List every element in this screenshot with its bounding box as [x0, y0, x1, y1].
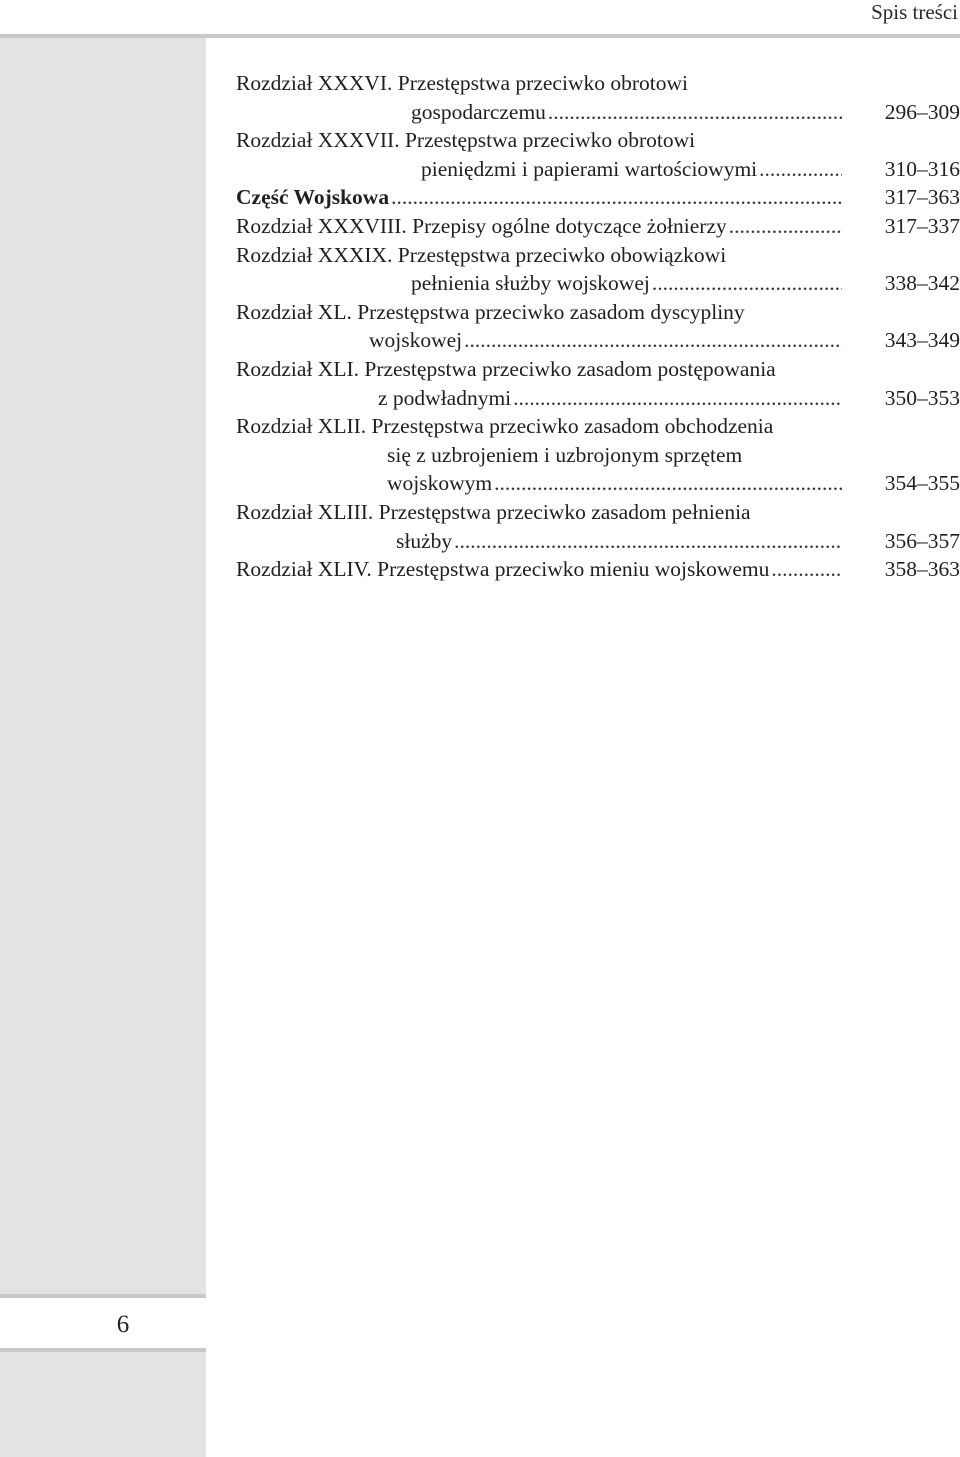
toc-entry-text: wojskowej — [236, 326, 464, 355]
toc-entry-leader-line — [236, 527, 960, 556]
toc-entry-text: Rozdział XXXVI. Przestępstwa przeciwko obrotowi — [236, 71, 688, 95]
dot-leader — [759, 155, 842, 184]
toc-entry-pages: 317–363 — [884, 185, 960, 210]
toc-entry-pages: 296–309 — [884, 99, 960, 124]
toc-entry-pages: 343–349 — [884, 328, 960, 353]
toc-entry-leader-line — [236, 155, 960, 184]
toc-entry-text: Rozdział XLIV. Przestępstwa przeciwko mieniu wojskowemu — [236, 555, 771, 584]
toc-entry-title — [236, 298, 960, 327]
toc-entry-text: Rozdział XL. Przestępstwa przeciwko zasadom dyscypliny — [236, 299, 745, 324]
toc-entry-title — [236, 69, 960, 98]
toc-entry-text: Rozdział XXXVIII. Przepisy ogólne dotyczące żołnierzy — [236, 212, 729, 241]
dot-leader — [454, 527, 842, 556]
toc-entry-text: Rozdział XLII. Przestępstwa przeciwko zasadom obchodzenia — [236, 414, 774, 439]
toc-entry-text: się z uzbrojeniem i uzbrojonym sprzętem — [387, 442, 743, 467]
dot-leader — [494, 469, 842, 498]
toc-entry-text: Rozdział XXXIX. Przestępstwa przeciwko obowiązkowi — [236, 242, 727, 267]
toc-entry-title — [236, 498, 960, 527]
toc-entry-text: Rozdział XXXVII. Przestępstwa przeciwko obrotowi — [236, 128, 696, 153]
dot-leader — [548, 98, 842, 127]
toc-entry-leader-line — [236, 98, 960, 127]
toc-entry-leader-line — [236, 469, 960, 498]
dot-leader — [464, 326, 842, 355]
toc-entry-title — [236, 241, 960, 270]
toc-entry-leader-line — [236, 212, 960, 241]
page-number: 6 — [116, 1311, 130, 1338]
toc-entry-text: Rozdział XLI. Przestępstwa przeciwko zasadom postępowania — [236, 356, 776, 381]
toc-entry-text: wojskowym — [236, 469, 494, 498]
toc-entry-pages: 354–355 — [884, 471, 960, 496]
toc-entry-title — [236, 126, 960, 155]
toc-entry-pages: 358–363 — [884, 557, 960, 582]
toc-entry-title — [236, 412, 960, 441]
toc-entry-text: pełnienia służby wojskowej — [236, 269, 652, 298]
dot-leader — [771, 555, 842, 584]
toc-entry-pages: 338–342 — [884, 271, 960, 296]
toc-part-leader-line — [236, 183, 960, 212]
dot-leader — [729, 212, 842, 241]
table-of-contents — [236, 69, 960, 584]
running-header: Spis treści — [871, 0, 958, 24]
toc-entry-leader-line — [236, 269, 960, 298]
dot-leader — [513, 384, 842, 413]
toc-entry-leader-line — [236, 555, 960, 584]
dot-leader — [391, 183, 842, 212]
left-margin-band — [0, 38, 206, 1457]
toc-entry-text: Rozdział XLIII. Przestępstwa przeciwko zasadom pełnienia — [236, 499, 751, 524]
toc-entry-pages: 356–357 — [884, 528, 960, 553]
toc-entry-pages: 317–337 — [884, 213, 960, 238]
toc-entry-text: służby — [236, 527, 454, 556]
toc-entry-text: gospodarczemu — [236, 98, 548, 127]
toc-entry-pages: 350–353 — [884, 385, 960, 410]
toc-entry-title — [236, 355, 960, 384]
toc-entry-pages: 310–316 — [884, 156, 960, 181]
dot-leader — [652, 269, 842, 298]
toc-entry-leader-line — [236, 326, 960, 355]
toc-entry-continuation — [236, 441, 960, 470]
toc-entry-text: z podwładnymi — [236, 384, 513, 413]
toc-entry-leader-line — [236, 384, 960, 413]
toc-entry-text: pieniędzmi i papierami wartościowymi — [236, 155, 759, 184]
toc-part-text: Część Wojskowa — [236, 183, 391, 212]
